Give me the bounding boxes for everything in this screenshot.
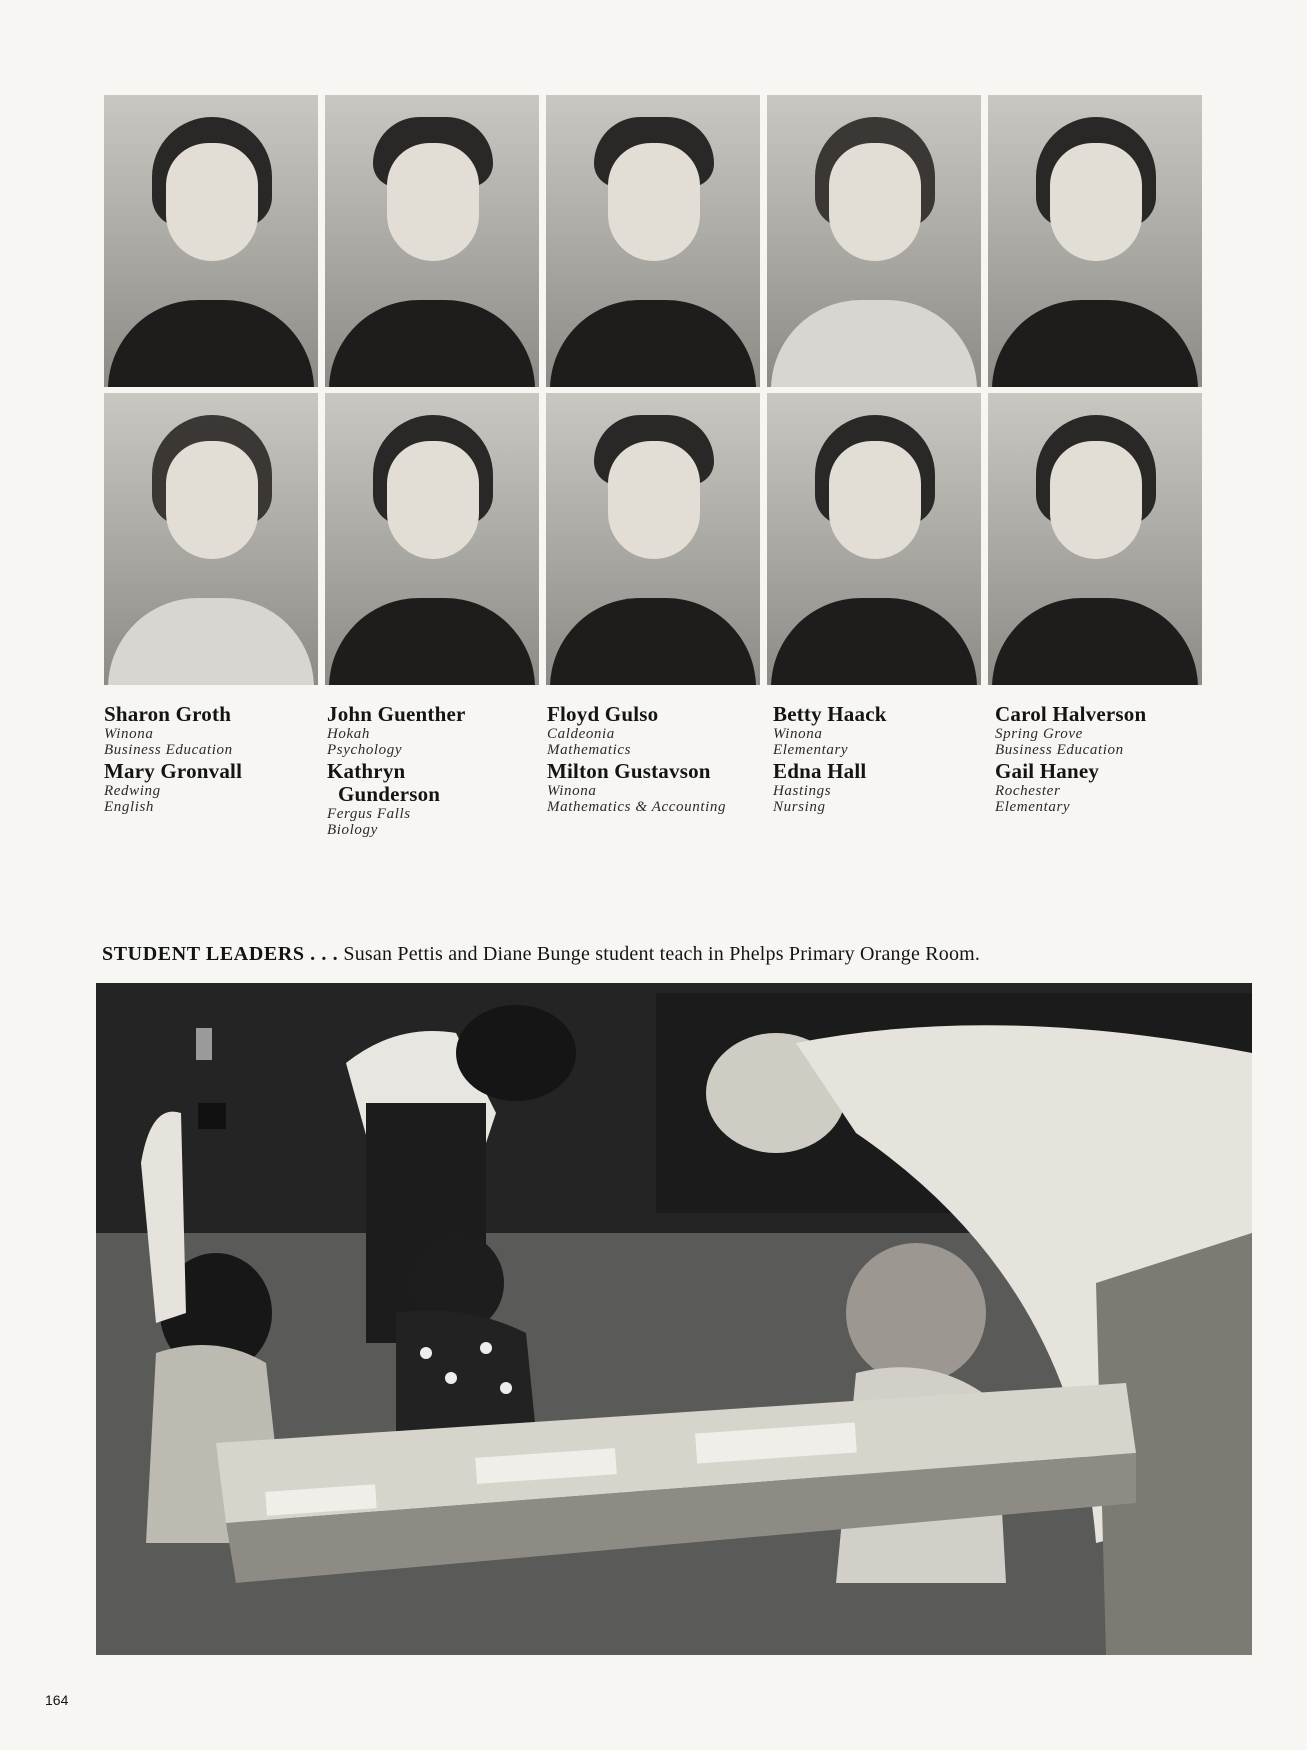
- student-major: Mathematics & Accounting: [547, 799, 727, 815]
- portrait-john-guenther: [325, 95, 539, 387]
- student-name: Floyd Gulso: [547, 702, 659, 726]
- student-hometown: Fergus Falls: [327, 806, 411, 822]
- student-entry: [547, 760, 762, 815]
- student-hometown: Winona: [547, 783, 597, 799]
- name-list: [104, 703, 1214, 843]
- student-hometown: Redwing: [104, 783, 161, 799]
- portrait-gail-haney: [988, 393, 1202, 685]
- student-hometown: Rochester: [995, 783, 1061, 799]
- student-entry: [327, 703, 542, 758]
- student-major: Business Education: [995, 742, 1124, 758]
- student-hometown: Hokah: [327, 726, 370, 742]
- student-major: Nursing: [773, 799, 826, 815]
- portrait-edna-hall: [767, 393, 981, 685]
- student-hometown: Winona: [104, 726, 154, 742]
- student-name: John Guenther: [327, 702, 466, 726]
- classroom-photo: [96, 983, 1252, 1655]
- student-major: Elementary: [773, 742, 849, 758]
- page-number: 164: [45, 1692, 69, 1708]
- student-name: Mary Gronvall: [104, 759, 243, 783]
- student-major: Psychology: [327, 742, 403, 758]
- student-name: Edna Hall: [773, 759, 867, 783]
- student-hometown: Winona: [773, 726, 823, 742]
- student-name-line1: Kathryn: [327, 759, 406, 783]
- portrait-sharon-groth: [104, 95, 318, 387]
- caption-text: Susan Pettis and Diane Bunge student teach in Phelps Primary Orange Room.: [343, 943, 981, 965]
- portrait-kathryn-gunderson: [325, 393, 539, 685]
- student-major: Elementary: [995, 799, 1071, 815]
- name-column: [773, 703, 988, 817]
- student-entry: [773, 703, 988, 758]
- student-hometown: Hastings: [773, 783, 832, 799]
- student-major: Business Education: [104, 742, 233, 758]
- student-entry: [104, 760, 319, 815]
- student-entry: [104, 703, 319, 758]
- name-column: [104, 703, 319, 817]
- portrait-betty-haack: [767, 95, 981, 387]
- student-name: Carol Halverson: [995, 702, 1147, 726]
- name-column: [995, 703, 1210, 817]
- student-entry: [327, 760, 542, 838]
- student-major: Mathematics: [547, 742, 632, 758]
- portrait-carol-halverson: [988, 95, 1202, 387]
- student-name: Betty Haack: [773, 702, 887, 726]
- portrait-mary-gronvall: [104, 393, 318, 685]
- student-name: Milton Gustavson: [547, 759, 711, 783]
- student-name: Sharon Groth: [104, 702, 232, 726]
- student-name-line2: Gunderson: [338, 782, 441, 806]
- caption-lead: STUDENT LEADERS . . .: [102, 943, 339, 965]
- portrait-milton-gustavson: [546, 393, 760, 685]
- student-entry: [995, 703, 1210, 758]
- portrait-grid: [104, 95, 1204, 685]
- student-hometown: Caldeonia: [547, 726, 615, 742]
- portrait-floyd-gulso: [546, 95, 760, 387]
- student-entry: [547, 703, 762, 758]
- name-column: [547, 703, 762, 817]
- student-entry: [773, 760, 988, 815]
- student-major: English: [104, 799, 155, 815]
- student-name: Gail Haney: [995, 759, 1100, 783]
- student-hometown: Spring Grove: [995, 726, 1083, 742]
- student-major: Biology: [327, 822, 378, 838]
- name-column: [327, 703, 542, 840]
- student-entry: [995, 760, 1210, 815]
- classroom-illustration: [96, 983, 1252, 1655]
- photo-caption: [102, 942, 1212, 966]
